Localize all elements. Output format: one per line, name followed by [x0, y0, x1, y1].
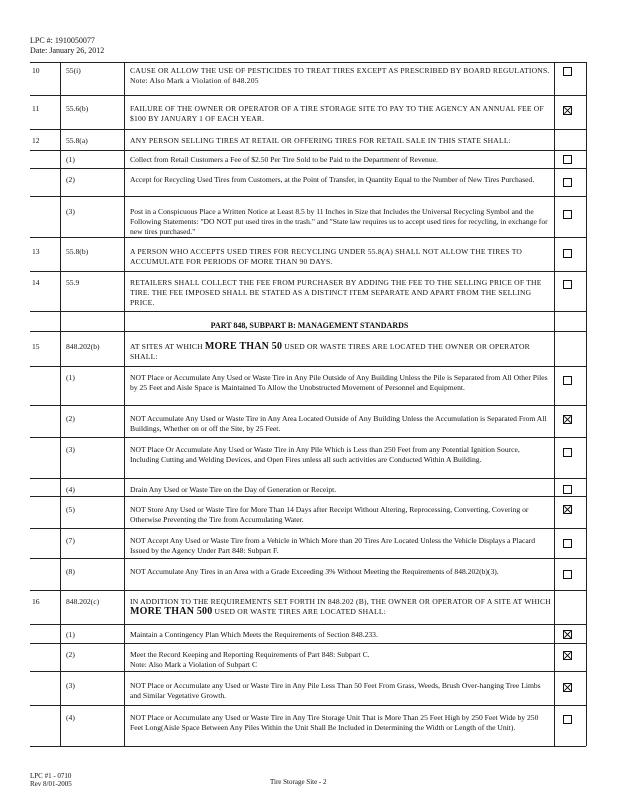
- violation-checkbox[interactable]: [563, 106, 572, 115]
- violation-checkbox[interactable]: [563, 539, 572, 548]
- violation-checkbox[interactable]: [563, 505, 572, 514]
- violation-checkbox[interactable]: [563, 415, 572, 424]
- item-text: FAILURE OF THE OWNER OR OPERATOR OF A TIRE STORAGE SITE TO PAY TO THE AGENCY AN ANNUAL FEE OF $100 BY JANUARY 1 OF EACH YEAR.: [130, 104, 544, 123]
- item-note: Note: Also Mark a Violation of Subpart C: [130, 660, 258, 669]
- item-number: 10: [32, 66, 40, 75]
- violation-checkbox[interactable]: [563, 485, 572, 494]
- violation-checkbox[interactable]: [563, 448, 572, 457]
- violation-checkbox[interactable]: [563, 683, 572, 692]
- violation-checkbox[interactable]: [563, 249, 572, 258]
- item-text: AT SITES AT WHICH MORE THAN 50 USED OR WASTE TIRES ARE LOCATED THE OWNER OR OPERATOR SHALL:: [130, 341, 530, 361]
- violation-checkbox[interactable]: [563, 715, 572, 724]
- item-text: IN ADDITION TO THE REQUIREMENTS SET FORTH IN 848.202 (B), THE OWNER OR OPERATOR OF A SITE AT WHICH MORE THAN 500 USED OR WASTE TIRES ARE LOCATED SHALL:: [130, 597, 551, 617]
- violation-checkbox[interactable]: [563, 630, 572, 639]
- item-note: Note: Also Mark a Violation of 848.205: [130, 76, 259, 85]
- violation-checkbox[interactable]: [563, 376, 572, 385]
- form-id: LPC #1 - 0710 Rev 8/01-2005: [30, 772, 72, 788]
- document-header: [30, 36, 104, 56]
- violation-checkbox[interactable]: [563, 570, 572, 579]
- violation-checkbox[interactable]: [563, 280, 572, 289]
- violation-checkbox[interactable]: [563, 67, 572, 76]
- item-text: CAUSE OR ALLOW THE USE OF PESTICIDES TO TREAT TIRES EXCEPT AS PRESCRIBED BY BOARD REGULATIONS. Note: Also Mark a Violation of 848.205: [130, 66, 550, 85]
- page-label: Tire Storage Site - 2: [270, 778, 327, 786]
- violation-checkbox[interactable]: [563, 178, 572, 187]
- part-heading: PART 848, SUBPART B: MANAGEMENT STANDARDS: [210, 321, 409, 330]
- section-ref: 55(i): [66, 66, 81, 75]
- lpc-number: LPC #: 1910050077: [30, 36, 95, 45]
- violation-checkbox[interactable]: [563, 210, 572, 219]
- item-text: ANY PERSON SELLING TIRES AT RETAIL OR OFFERING TIRES FOR RETAIL SALE IN THIS STATE SHALL:: [130, 136, 511, 145]
- violation-checkbox[interactable]: [563, 155, 572, 164]
- report-date: Date: January 26, 2012: [30, 46, 105, 55]
- item-text: Meet the Record Keeping and Reporting Requirements of Part 848: Subpart C. Note: Also Mark a Violation of Subpart C: [130, 650, 550, 670]
- violation-checkbox[interactable]: [563, 651, 572, 660]
